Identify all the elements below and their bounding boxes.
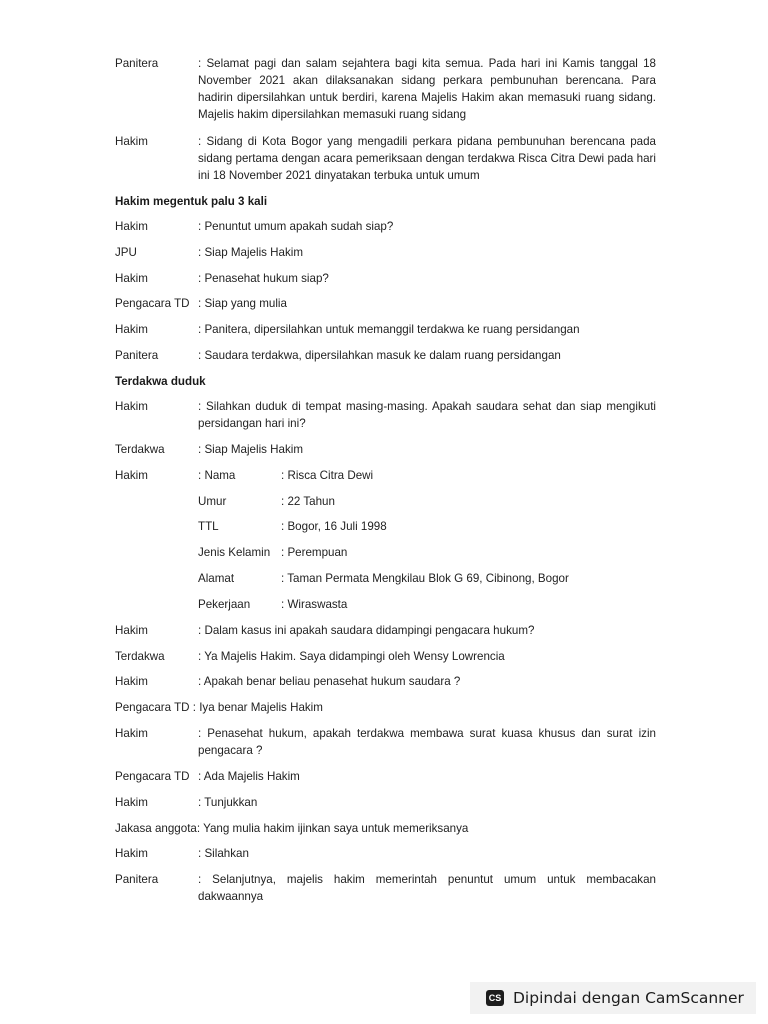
utterance-text: Jakasa anggota: Yang mulia hakim ijinkan saya untuk memeriksanya <box>115 822 469 835</box>
utterance-text: : Siap Majelis Hakim <box>198 443 304 456</box>
utterance-text: : Siap Majelis Hakim <box>198 246 304 259</box>
speaker-label: Hakim <box>115 323 148 336</box>
watermark-text: Dipindai dengan CamScanner <box>513 988 744 1007</box>
utterance-text: : Sidang di Kota Bogor yang mengadili perkara pidana pembunuhan berencana pada sidang pertama dengan acara pemeriksaan dengan terdakwa Risca Citra Dewi pada hari ini 18 November 2021 dinyatakan terbuka untuk umum <box>198 135 656 182</box>
speaker-label: Hakim <box>115 675 148 688</box>
identity-value: : Risca Citra Dewi <box>281 469 374 482</box>
utterance-text: : Siap yang mulia <box>198 297 287 310</box>
utterance-text: : Penasehat hukum siap? <box>198 272 329 285</box>
speaker-label: Pengacara TD <box>115 770 190 783</box>
speaker-label: Hakim <box>115 400 148 413</box>
utterance-text: : Tunjukkan <box>198 796 258 809</box>
identity-label: Jenis Kelamin <box>198 546 271 559</box>
speaker-label: Panitera <box>115 873 159 886</box>
utterance-text: Pengacara TD : Iya benar Majelis Hakim <box>115 701 323 714</box>
utterance-text: : Ada Majelis Hakim <box>198 770 300 783</box>
speaker-label: Hakim <box>115 135 148 148</box>
identity-value: : Bogor, 16 Juli 1998 <box>281 520 387 533</box>
utterance-text: : Ya Majelis Hakim. Saya didampingi oleh Wensy Lowrencia <box>198 650 505 663</box>
utterance-text: : Selanjutnya, majelis hakim memerintah penuntut umum untuk membacakan dakwaannya <box>198 873 656 903</box>
speaker-label: Terdakwa <box>115 443 165 456</box>
speaker-label: Panitera <box>115 349 159 362</box>
identity-label: Umur <box>198 495 227 508</box>
utterance-text: : Silahkan duduk di tempat masing-masing. Apakah saudara sehat dan siap mengikuti persidangan hari ini? <box>198 400 656 430</box>
utterance-text: : Saudara terdakwa, dipersilahkan masuk ke dalam ruang persidangan <box>198 349 561 362</box>
speaker-label: Hakim <box>115 272 148 285</box>
speaker-label: Pengacara TD <box>115 297 190 310</box>
identity-value: : 22 Tahun <box>281 495 335 508</box>
speaker-label: JPU <box>115 246 137 259</box>
identity-label: : Nama <box>198 469 236 482</box>
utterance-text: : Apakah benar beliau penasehat hukum saudara ? <box>198 675 461 688</box>
identity-value: : Perempuan <box>281 546 348 559</box>
speaker-label: Hakim <box>115 847 148 860</box>
speaker-label: Terdakwa <box>115 650 165 663</box>
utterance-text: : Panitera, dipersilahkan untuk memanggil terdakwa ke ruang persidangan <box>198 323 580 336</box>
utterance-text: : Silahkan <box>198 847 249 860</box>
identity-label: Pekerjaan <box>198 598 251 611</box>
utterance-text: : Selamat pagi dan salam sejahtera bagi kita semua. Pada hari ini Kamis tanggal 18 November 2021 akan dilaksanakan sidang perkara pembunuhan berencana. Para hadirin dipersilahkan untuk berdiri, karena Majelis Hakim akan memasuki ruang sidang. Majelis hakim dipersilahkan memasuki ruang sidang <box>198 57 656 121</box>
stage-direction-heading: Terdakwa duduk <box>115 375 206 388</box>
stage-direction-heading: Hakim megentuk palu 3 kali <box>115 195 268 208</box>
speaker-label: Hakim <box>115 469 148 482</box>
identity-label: Alamat <box>198 572 235 585</box>
camscanner-logo-icon: CS <box>486 990 504 1006</box>
speaker-label: Hakim <box>115 796 148 809</box>
speaker-label: Panitera <box>115 57 159 70</box>
identity-value: : Wiraswasta <box>281 598 348 611</box>
identity-label: TTL <box>198 520 219 533</box>
utterance-text: : Penuntut umum apakah sudah siap? <box>198 220 394 233</box>
speaker-label: Hakim <box>115 220 148 233</box>
utterance-text: : Penasehat hukum, apakah terdakwa membawa surat kuasa khusus dan surat izin pengacara ? <box>198 727 656 757</box>
camscanner-watermark <box>470 982 756 1014</box>
speaker-label: Hakim <box>115 727 148 740</box>
utterance-text: : Dalam kasus ini apakah saudara didampingi pengacara hukum? <box>198 624 535 637</box>
identity-value: : Taman Permata Mengkilau Blok G 69, Cibinong, Bogor <box>281 572 569 585</box>
speaker-label: Hakim <box>115 624 148 637</box>
